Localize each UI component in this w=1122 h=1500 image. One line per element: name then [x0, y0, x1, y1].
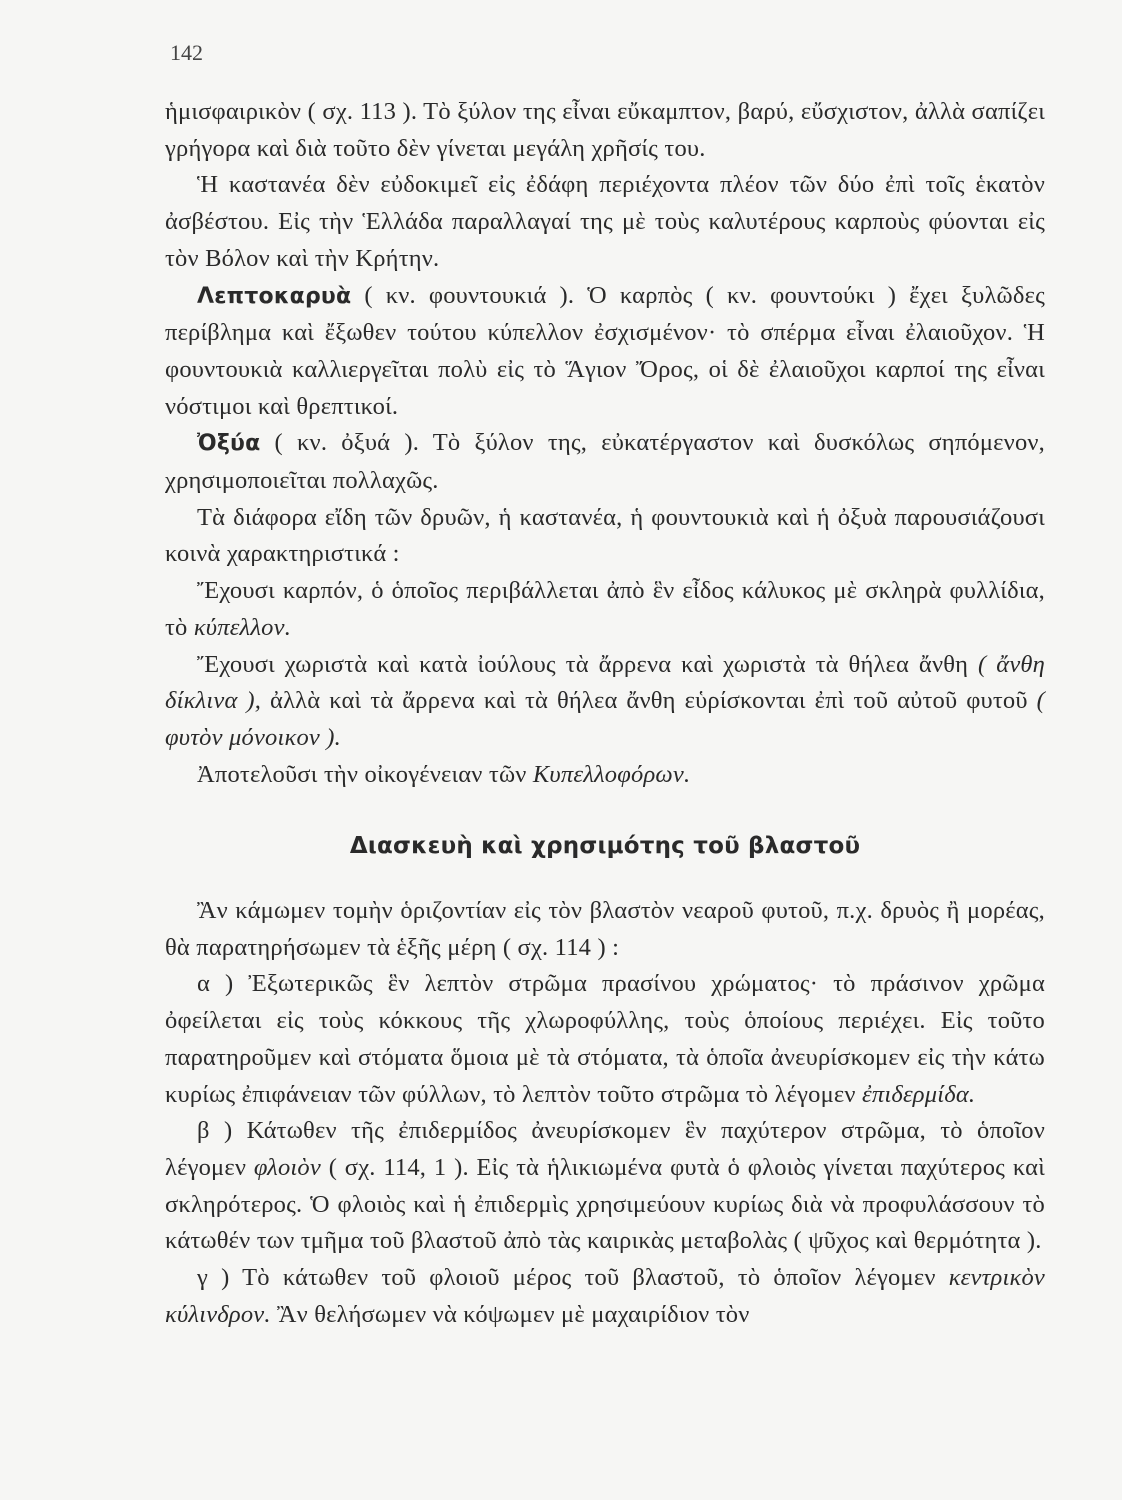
flowers-text-a: Ἔχουσι χωριστὰ καὶ κατὰ ἰούλους τὰ ἄρρενα καὶ χωριστὰ τὰ θήλεα ἄνθη	[197, 650, 979, 678]
epidermis-text: α ) Ἐξωτερικῶς ἓν λεπτὸν στρῶμα πρασίνου χρώματος· τὸ πράσινον χρῶμα ὀφείλεται εἰς τοὺς κόκκους τῆς χλωροφύλλης, τοὺς ὁποίους περιέχει. Εἰς τοῦτο παρατηροῦμεν καὶ στόματα ὅμοια μὲ τὰ στόματα, τὰ ὁποῖα ἀνευρίσκομεν εἰς τὴν κάτω κυρίως ἐπιφάνειαν τῶν φύλλων, τὸ λεπτὸν τοῦτο στρῶμα τὸ λέγομεν	[165, 970, 1045, 1108]
paragraph-common-traits: Τὰ διάφορα εἴδη τῶν δρυῶν, ἡ καστανέα, ἡ φουντουκιὰ καὶ ἡ ὀξυὰ παρουσιάζουσι κοινὰ χαρακτηριστικά :	[165, 503, 1045, 568]
term-central-cylinder: κεντρικὸν κύλινδρον.	[165, 1264, 1045, 1328]
page-number: 142	[170, 40, 203, 65]
family-text: Ἀποτελοῦσι τὴν οἰκογένειαν τῶν	[197, 760, 533, 788]
section-title: Διασκευὴ καὶ χρησιμότης τοῦ βλαστοῦ	[349, 833, 861, 860]
beech-text: ( κν. ὀξυά ). Τὸ ξύλον της, εὐκατέργαστον καὶ δυσκόλως σηπόμενον, χρησιμοποιεῖται πολλαχῶς.	[165, 429, 1045, 495]
term-cupuliferae: Κυπελλοφόρων.	[532, 760, 691, 788]
paragraph-family	[165, 757, 1045, 794]
cylinder-text-a: γ ) Τὸ κάτωθεν τοῦ φλοιοῦ μέρος τοῦ βλαστοῦ, τὸ ὁποῖον λέγομεν	[197, 1264, 949, 1292]
term-hazel: Λεπτοκαρυὰ	[197, 283, 352, 309]
paragraph-central-cylinder	[165, 1260, 1045, 1333]
paragraph-chestnut-soil: Ἡ καστανέα δὲν εὐδοκιμεῖ εἰς ἐδάφη περιέχοντα πλέον τῶν δύο ἐπὶ τοῖς ἑκατὸν ἀσβέστου. Εἰς τὴν Ἑλλάδα παραλλαγαί της μὲ τοὺς καλυτέρους καρποὺς φύονται εἰς τὸν Βόλον καὶ τὴν Κρήτην.	[165, 171, 1045, 272]
term-monoecious: ( φυτὸν μόνοικον ).	[165, 687, 1045, 751]
paragraph-beech	[165, 425, 1045, 499]
term-bark: φλοιὸν	[253, 1153, 321, 1181]
paragraph-fruit-cupule	[165, 573, 1045, 646]
fruit-text: Ἔχουσι καρπόν, ὁ ὁποῖος περιβάλλεται ἀπὸ ἓν εἶδος κάλυκος μὲ σκληρὰ φυλλίδια, τὸ	[165, 577, 1045, 641]
cylinder-text-b: Ἂν θελήσωμεν νὰ κόψωμεν μὲ μαχαιρίδιον τὸν	[270, 1300, 750, 1328]
bark-text-b: ( σχ. 114, 1 ). Εἰς τὰ ἡλικιωμένα φυτὰ ὁ φλοιὸς γίνεται παχύτερος καὶ σκληρότερος. Ὁ φλοιὸς καὶ ἡ ἐπιδερμὶς χρησιμεύουν κυρίως διὰ νὰ προφυλάσσουν τὸ κάτωθέν των τμῆμα τοῦ βλαστοῦ ἀπὸ τὰς καιρικὰς μεταβολὰς ( ψῦχος καὶ θερμότητα ).	[165, 1153, 1045, 1255]
paragraph-hazel	[165, 278, 1045, 426]
bark-text-a: β ) Κάτωθεν τῆς ἐπιδερμίδος ἀνευρίσκομεν ἓν παχύτερον στρῶμα, τὸ ὁποῖον λέγομεν	[165, 1117, 1045, 1181]
term-cupule: κύπελλον.	[193, 613, 292, 641]
paragraph-chestnut-wood: ἡμισφαιρικὸν ( σχ. 113 ). Τὸ ξύλον της εἶναι εὔκαμπτον, βαρύ, εὔσχιστον, ἀλλὰ σαπίζει γρήγορα καὶ διὰ τοῦτο δὲν γίνεται μεγάλη χρῆσίς του.	[165, 98, 1045, 162]
term-beech: Ὀξύα	[197, 431, 261, 457]
paragraph-stem-section: Ἂν κάμωμεν τομὴν ὁριζοντίαν εἰς τὸν βλαστὸν νεαροῦ φυτοῦ, π.χ. δρυὸς ἢ μορέας, θὰ παρατηρήσωμεν τὰ ἑξῆς μέρη ( σχ. 114 ) :	[165, 897, 1045, 961]
paragraph-flowers	[165, 647, 1045, 757]
hazel-text: ( κν. φουντουκιά ). Ὁ καρπὸς ( κν. φουντούκι ) ἔχει ξυλῶδες περίβλημα καὶ ἔξωθεν τούτου κύπελλον ἐσχισμένον· τὸ σπέρμα εἶναι ἐλαιοῦχον. Ἡ φουντουκιὰ καλλιεργεῖται πολὺ εἰς τὸ Ἅγιον Ὄρος, οἱ δὲ ἐλαιοῦχοι καρποί της εἶναι νόστιμοι καὶ θρεπτικοί.	[165, 281, 1045, 420]
page-body	[165, 94, 1045, 1334]
term-epidermis: ἐπιδερμίδα.	[862, 1080, 976, 1108]
paragraph-epidermis	[165, 966, 1045, 1113]
term-diclinous: ( ἄνθη δίκλινα ),	[165, 650, 1045, 715]
flowers-text-b: ἀλλὰ καὶ τὰ ἄρρενα καὶ τὰ θήλεα ἄνθη εὑρίσκονται ἐπὶ τοῦ αὐτοῦ φυτοῦ	[261, 687, 1037, 715]
paragraph-bark	[165, 1113, 1045, 1260]
